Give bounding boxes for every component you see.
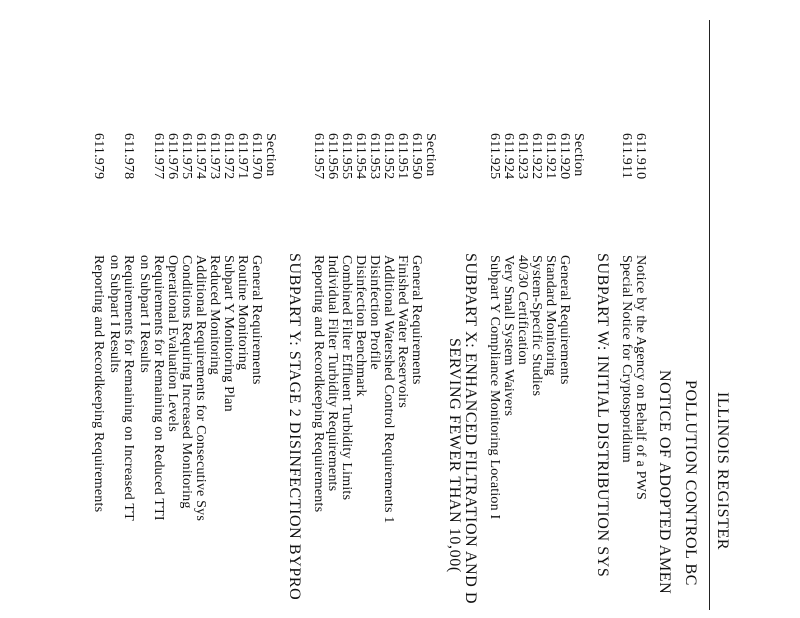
section-title: Very Small System Waivers — [501, 255, 516, 417]
subpart-y-heading: SUBPART Y: STAGE 2 DISINFECTION BYPRO — [286, 253, 303, 601]
section-number: 611.953 — [367, 133, 382, 180]
section-title: Reporting and Recordkeeping Requirements — [311, 255, 326, 513]
section-title: Routine Monitoring — [235, 255, 250, 371]
section-title: Requirements for Remaining on Reduced TTI — [151, 255, 166, 521]
section-title: Finished Water Reservoirs — [395, 255, 410, 408]
section-title: Disinfection Profile — [367, 255, 382, 370]
section-title: Reporting and Recordkeeping Requirements — [91, 255, 106, 513]
notice-title: NOTICE OF ADOPTED AMEN — [656, 370, 673, 595]
section-number: 611.977 — [151, 133, 166, 180]
section-number: 611.950 — [409, 133, 424, 180]
section-number: 611.911 — [619, 133, 634, 179]
section-label: Section — [263, 133, 278, 177]
section-number: 611.957 — [311, 133, 326, 180]
section-number: 611.925 — [487, 133, 502, 180]
subpart-w-heading: SUBPART W: INITIAL DISTRIBUTION SYS — [594, 253, 611, 578]
section-title: Operational Evaluation Levels — [165, 255, 180, 432]
section-number: 611.979 — [91, 133, 106, 180]
section-title-continued: on Subpart I Results — [107, 255, 122, 373]
board-title: POLLUTION CONTROL BC — [682, 380, 699, 587]
section-title: Notice by the Agency on Behalf of a PWS — [633, 255, 648, 500]
section-title: Subpart Y Monitoring Plan — [221, 255, 236, 412]
section-title: Individual Filter Turbidity Requirements — [325, 255, 340, 492]
section-title: Subpart Y Compliance Monitoring Location I — [487, 255, 502, 520]
section-title: 40/30 Certification — [515, 255, 530, 365]
section-number: 611.976 — [165, 133, 180, 180]
section-number: 611.951 — [395, 133, 410, 180]
section-number: 611.923 — [515, 133, 530, 180]
section-number: 611.952 — [381, 133, 396, 180]
section-title: General Requirements — [249, 255, 264, 385]
section-title: Disinfection Benchmark — [353, 255, 368, 397]
section-number: 611.970 — [249, 133, 264, 180]
section-title: Additional Requirements for Consecutive Sys — [193, 255, 208, 522]
header-rule — [709, 20, 710, 610]
subpart-x-subheading: SERVING FEWER THAN 10,00( — [446, 338, 463, 573]
section-title: Special Notice for Cryptosporidium — [619, 255, 634, 463]
section-title: Additional Watershed Control Requirements 1 — [381, 255, 396, 524]
section-number: 611.973 — [207, 133, 222, 180]
section-number: 611.975 — [179, 133, 194, 180]
section-title: General Requirements — [557, 255, 572, 385]
section-title: System-Specific Studies — [529, 255, 544, 397]
section-number: 611.921 — [543, 133, 558, 180]
section-title: Conditions Requiring Increased Monitoring — [179, 255, 194, 509]
section-label: Section — [423, 133, 438, 177]
subpart-x-heading: SUBPART X: ENHANCED FILTRATION AND D — [462, 253, 479, 605]
section-title: Requirements for Remaining on Increased TT — [121, 255, 136, 521]
section-number: 611.974 — [193, 133, 208, 180]
section-number: 611.978 — [121, 133, 136, 180]
section-title: Standard Monitoring — [543, 255, 558, 376]
section-number: 611.971 — [235, 133, 250, 180]
register-title: ILLINOIS REGISTER — [714, 392, 731, 551]
section-number: 611.910 — [633, 133, 648, 180]
section-label: Section — [571, 133, 586, 177]
section-number: 611.924 — [501, 133, 516, 180]
section-title-continued: on Subpart I Results — [137, 255, 152, 373]
section-number: 611.972 — [221, 133, 236, 180]
section-number: 611.955 — [339, 133, 354, 180]
section-title: Reduced Monitoring — [207, 255, 222, 375]
section-number: 611.956 — [325, 133, 340, 180]
section-title: General Requirements — [409, 255, 424, 385]
section-title: Combined Filter Effluent Turbidity Limits — [339, 255, 354, 501]
section-number: 611.920 — [557, 133, 572, 180]
section-number: 611.922 — [529, 133, 544, 180]
section-number: 611.954 — [353, 133, 368, 180]
